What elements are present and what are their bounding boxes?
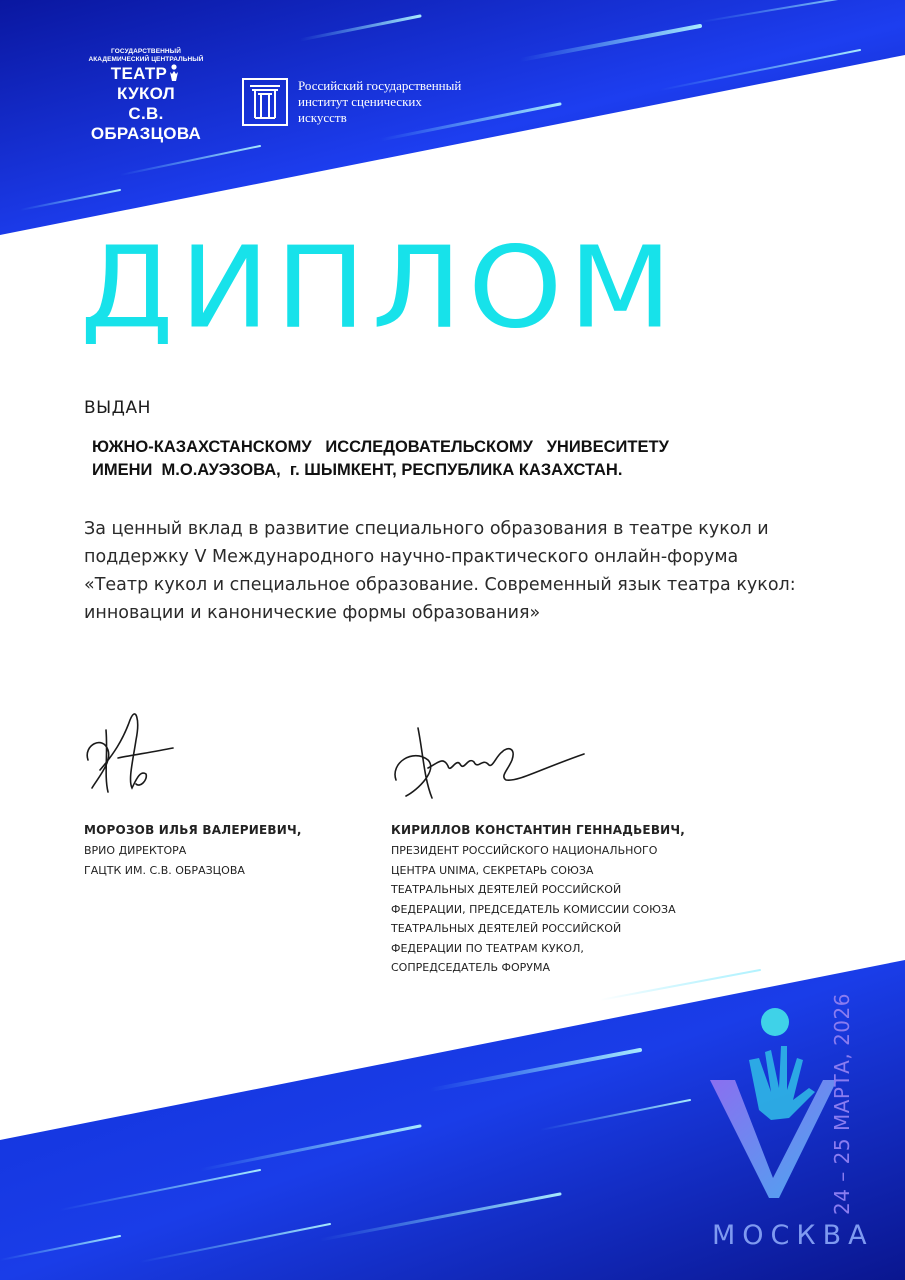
event-dates: 24 – 25 МАРТА, 2026 [830,993,854,1215]
theatre-logo-line4: С.В. ОБРАЗЦОВА [90,104,202,143]
institute-name-line3: искусств [298,110,347,125]
theatre-logo-line1: ГОСУДАРСТВЕННЫЙ [111,48,181,55]
theatre-logo-word2: КУКОЛ [117,84,175,103]
theatre-logo-word1: ТЕАТР [110,64,168,83]
signature-morozov [78,700,178,795]
recipient-name: ЮЖНО-КАЗАХСТАНСКОМУ ИССЛЕДОВАТЕЛЬСКОМУ УНИВЕСИТЕТУ ИМЕНИ М.О.АУЭЗОВА, г. ШЫМКЕНТ, РЕСПУБЛИКА КАЗАХСТАН. [92,438,669,479]
signatory-kirillov [391,822,771,978]
institute-emblem-icon [242,78,288,126]
signatory-name: КИРИЛЛОВ КОНСТАНТИН ГЕННАДЬЕВИЧ, [391,823,686,837]
diploma-title: ДИПЛОМ [80,223,678,354]
theatre-logo [82,48,210,144]
puppet-hand-icon [167,64,181,82]
signature-kirillov [388,708,588,803]
issued-label: ВЫДАН [84,398,151,418]
signatory-name: МОРОЗОВ ИЛЬЯ ВАЛЕРИЕВИЧ, [84,823,302,837]
theatre-logo-line2: АКАДЕМИЧЕСКИЙ ЦЕНТРАЛЬНЫЙ [88,56,204,63]
institute-logo [242,78,522,128]
event-city: МОСКВА [712,1220,874,1251]
signatory-morozov [84,822,364,880]
institute-name-line2: институт сценических [298,94,422,109]
signatory-role: ПРЕЗИДЕНТ РОССИЙСКОГО НАЦИОНАЛЬНОГО ЦЕНТРА UNIMA, СЕКРЕТАРЬ СОЮЗА ТЕАТРАЛЬНЫХ ДЕЯТЕЛЕЙ РОССИЙСКОЙ ФЕДЕРАЦИИ, ПРЕДСЕДАТЕЛЬ КОМИССИИ СОЮЗА ТЕАТРАЛЬНЫХ ДЕЯТЕЛЕЙ РОССИЙСКОЙ ФЕДЕРАЦИИ ПО ТЕАТРАМ КУКОЛ, СОПРЕДСЕДАТЕЛЬ ФОРУМА [391,844,676,974]
award-reason: За ценный вклад в развитие специального образования в театре кукол и поддержку V Международного научно-практического онлайн-форума «Театр кукол и специальное образование. Современный язык театра кукол: инновации и канонические формы образования» [84,519,796,623]
institute-name-line1: Российский государственный [298,78,462,93]
signatory-role: ВРИО ДИРЕКТОРА ГАЦТК ИМ. С.В. ОБРАЗЦОВА [84,844,245,877]
